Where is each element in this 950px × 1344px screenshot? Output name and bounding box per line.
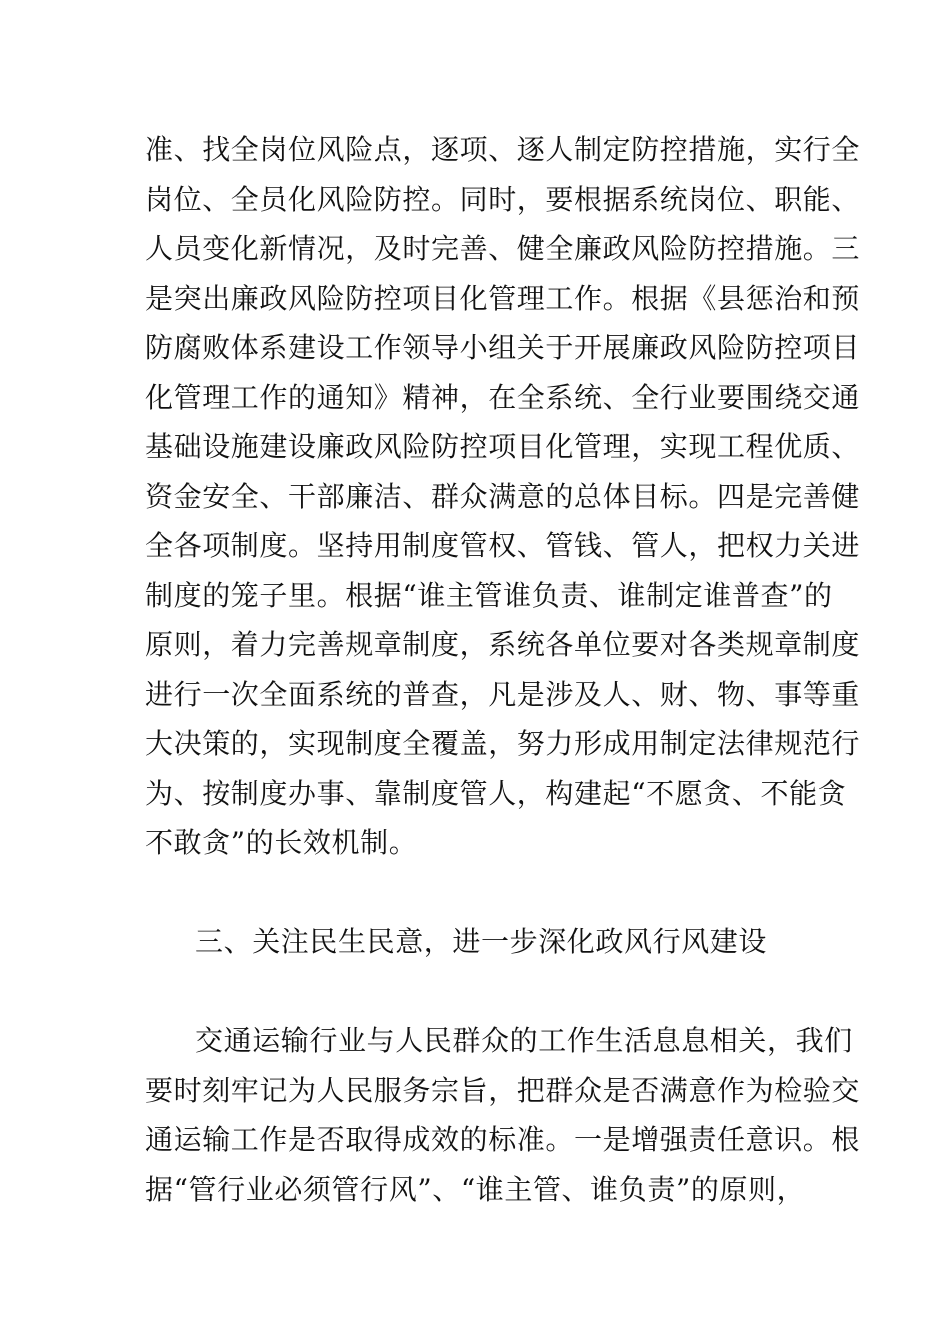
text-line: 大决策的，实现制度全覆盖，努力形成用制定法律规范行 (145, 727, 861, 760)
text-line: 为、按制度办事、靠制度管人，构建起“不愿贪、不能贪 (145, 777, 847, 810)
text-line: 化管理工作的通知》精神，在全系统、全行业要围绕交通 (145, 381, 861, 414)
text-line: 全各项制度。坚持用制度管权、管钱、管人，把权力关进 (145, 529, 861, 562)
text-line: 要时刻牢记为人民服务宗旨，把群众是否满意作为检验交 (145, 1074, 861, 1107)
text-line: 是突出廉政风险防控项目化管理工作。根据《县惩治和预 (145, 282, 861, 315)
text-line: 人员变化新情况，及时完善、健全廉政风险防控措施。三 (145, 232, 861, 265)
text-line: 不敢贪”的长效机制。 (145, 826, 418, 859)
text-line: 岗位、全员化风险防控。同时，要根据系统岗位、职能、 (145, 183, 861, 216)
section-heading: 三、关注民生民意，进一步深化政风行风建设 (195, 925, 768, 958)
text-line: 通运输工作是否取得成效的标准。一是增强责任意识。根 (145, 1123, 861, 1156)
text-line: 据“管行业必须管行风”、“谁主管、谁负责”的原则， (145, 1173, 806, 1206)
text-line: 制度的笼子里。根据“谁主管谁负责、谁制定谁普查”的 (145, 579, 833, 612)
text-line: 进行一次全面系统的普查，凡是涉及人、财、物、事等重 (145, 678, 861, 711)
text-line: 交通运输行业与人民群众的工作生活息息相关，我们 (195, 1024, 853, 1057)
text-line: 原则，着力完善规章制度，系统各单位要对各类规章制度 (145, 628, 861, 661)
text-line: 准、找全岗位风险点，逐项、逐人制定防控措施，实行全 (145, 133, 861, 166)
text-line: 防腐败体系建设工作领导小组关于开展廉政风险防控项目 (145, 331, 861, 364)
text-line: 基础设施建设廉政风险防控项目化管理，实现工程优质、 (145, 430, 861, 463)
text-line: 资金安全、干部廉洁、群众满意的总体目标。四是完善健 (145, 480, 861, 513)
